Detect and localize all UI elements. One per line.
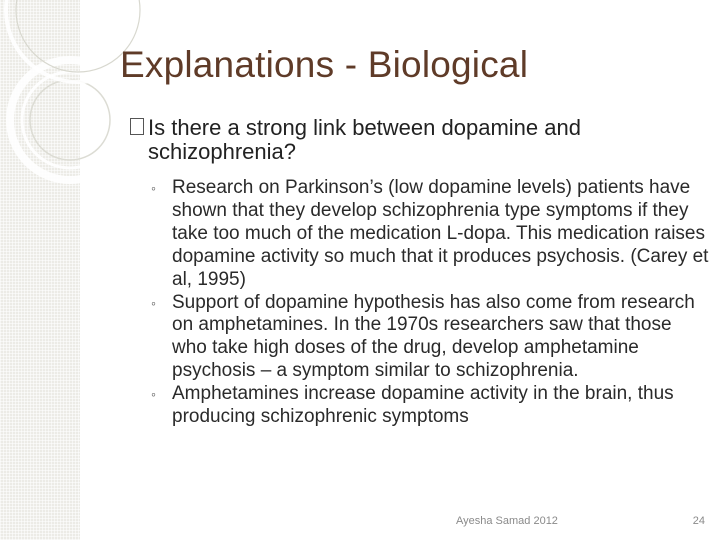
bullet-item [130, 116, 710, 164]
sub-bullet-marker: ◦ [151, 386, 156, 403]
page-number: 24 [692, 515, 705, 527]
sub-bullet-item [148, 292, 710, 384]
slide-body [130, 116, 710, 429]
slide-title: Explanations - Biological [120, 44, 529, 85]
footer-author: Ayesha Samad 2012 [456, 515, 558, 527]
missing-glyph-box-icon [130, 118, 144, 135]
bullet-text: Is there a strong link between dopamine and schizophrenia? [148, 115, 581, 164]
sub-bullet-text: Support of dopamine hypothesis has also come from research on amphetamines. In the 1970s researchers saw that those who take high doses of the drug, develop amphetamine psychosis – a symptom similar to schizophrenia. [172, 291, 695, 382]
sub-bullet-text: Amphetamines increase dopamine activity in the brain, thus producing schizophrenic symptoms [172, 383, 674, 428]
sub-bullet-item [148, 383, 710, 429]
sub-bullet-text: Research on Parkinson’s (low dopamine levels) patients have shown that they develop schizophrenia type symptoms if they take too much of the medication L-dopa. This medication raises dopamine activity so much that it produces psychosis. (Carey et al, 1995) [172, 177, 709, 290]
sub-bullet-item [148, 177, 710, 292]
sub-bullet-list [148, 177, 710, 429]
sub-bullet-marker: ◦ [151, 294, 156, 311]
sub-bullet-marker: ◦ [151, 180, 156, 196]
